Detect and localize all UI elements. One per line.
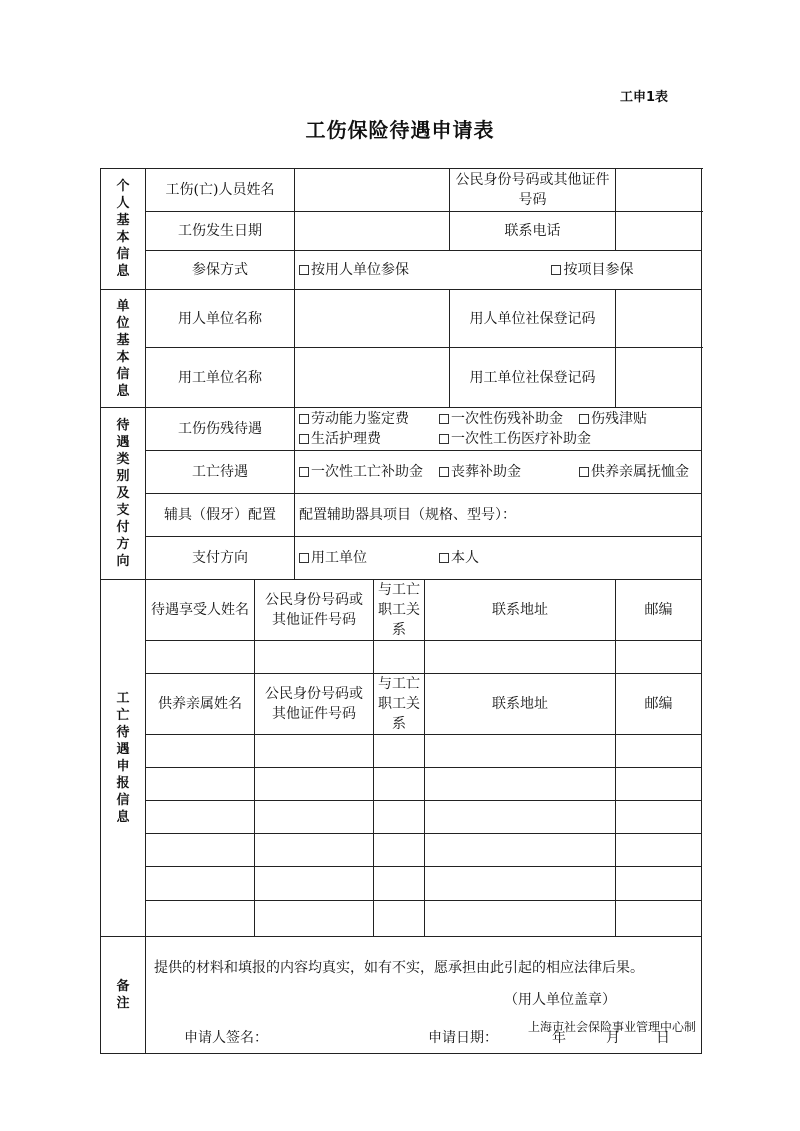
pay-to-user-unit-checkbox[interactable]: 用工单位 — [299, 548, 439, 568]
section-remark: 备注 — [101, 937, 146, 1054]
beneficiary-postcode-header: 邮编 — [616, 580, 702, 641]
dependent-postcode-header: 邮编 — [616, 674, 702, 735]
table-row — [101, 834, 702, 867]
table-row — [101, 867, 702, 901]
dependent-postcode-cell[interactable] — [616, 834, 702, 867]
beneficiary-relation-header: 与工亡职工关系 — [374, 580, 425, 641]
dependent-postcode-cell[interactable] — [616, 901, 702, 937]
dependent-address-header: 联系地址 — [425, 674, 616, 735]
seal-note: （用人单位盖章） — [504, 992, 616, 1008]
apply-date-label: 申请日期： — [428, 1030, 498, 1046]
checkbox-icon — [579, 467, 589, 477]
checkbox-icon — [551, 265, 561, 275]
checkbox-icon — [439, 414, 449, 424]
checkbox-icon — [299, 265, 309, 275]
payment-direction-label: 支付方向 — [146, 537, 295, 580]
dependent-id-cell[interactable] — [255, 801, 374, 834]
checkbox-icon — [579, 414, 589, 424]
dependent-id-cell[interactable] — [255, 867, 374, 901]
death-lumpsum-checkbox[interactable]: 一次性工亡补助金 — [299, 462, 439, 482]
dependent-name-cell[interactable] — [146, 801, 255, 834]
form-code: 工申1表 — [620, 90, 669, 105]
application-table — [100, 168, 702, 1054]
user-unit-reg-label: 用工单位社保登记码 — [450, 348, 616, 408]
dependent-address-cell[interactable] — [425, 834, 616, 867]
nursing-fee-checkbox[interactable]: 生活护理费 — [299, 429, 439, 449]
insure-method-label: 参保方式 — [146, 251, 295, 290]
appraisal-fee-checkbox[interactable]: 劳动能力鉴定费 — [299, 409, 439, 429]
user-unit-name-field[interactable] — [295, 348, 450, 408]
dependent-postcode-cell[interactable] — [616, 735, 702, 768]
injury-date-field[interactable] — [295, 212, 450, 251]
month-label: 月 — [606, 1030, 620, 1046]
insure-by-employer-checkbox[interactable]: 按用人单位参保 — [299, 260, 547, 280]
table-row — [101, 901, 702, 937]
dependent-id-cell[interactable] — [255, 901, 374, 937]
table-row — [101, 641, 702, 674]
dependent-address-cell[interactable] — [425, 867, 616, 901]
dependent-relation-header: 与工亡职工关系 — [374, 674, 425, 735]
dependent-name-cell[interactable] — [146, 867, 255, 901]
table-row — [101, 735, 702, 768]
dependent-postcode-cell[interactable] — [616, 801, 702, 834]
dependent-name-cell[interactable] — [146, 901, 255, 937]
dependent-postcode-cell[interactable] — [616, 867, 702, 901]
checkbox-icon — [439, 434, 449, 444]
insure-method-options — [295, 251, 702, 290]
section-death-info: 工亡待遇申报信息 — [101, 580, 146, 937]
dependent-name-header: 供养亲属姓名 — [146, 674, 255, 735]
checkbox-icon — [299, 414, 309, 424]
section-personal: 个人基本信息 — [101, 169, 146, 290]
dependent-id-cell[interactable] — [255, 834, 374, 867]
dependent-relation-cell[interactable] — [374, 801, 425, 834]
dependent-postcode-cell[interactable] — [616, 768, 702, 801]
dependent-relation-cell[interactable] — [374, 901, 425, 937]
funeral-subsidy-checkbox[interactable]: 丧葬补助金 — [439, 462, 579, 482]
dependent-address-cell[interactable] — [425, 768, 616, 801]
disability-lumpsum-checkbox[interactable]: 一次性伤残补助金 — [439, 409, 579, 429]
dependent-address-cell[interactable] — [425, 801, 616, 834]
checkbox-icon — [299, 434, 309, 444]
phone-label: 联系电话 — [450, 212, 616, 251]
applicant-signature-label: 申请人签名： — [184, 1030, 268, 1046]
beneficiary-id-header: 公民身份号码或其他证件号码 — [255, 580, 374, 641]
beneficiary-address-header: 联系地址 — [425, 580, 616, 641]
table-row — [101, 801, 702, 834]
dependent-name-cell[interactable] — [146, 768, 255, 801]
id-number-field[interactable] — [616, 169, 702, 212]
employer-reg-label: 用人单位社保登记码 — [450, 290, 616, 348]
checkbox-icon — [439, 553, 449, 563]
beneficiary-name-cell[interactable] — [146, 641, 255, 674]
dependent-address-cell[interactable] — [425, 735, 616, 768]
employer-name-label: 用人单位名称 — [146, 290, 295, 348]
dependent-name-cell[interactable] — [146, 834, 255, 867]
disability-allowance-checkbox[interactable]: 伤残津贴 — [579, 409, 659, 429]
pay-to-self-checkbox[interactable]: 本人 — [439, 548, 499, 568]
remark-cell — [146, 937, 702, 1054]
footer-organization: 上海市社会保险事业管理中心制 — [527, 1020, 696, 1034]
table-row — [101, 768, 702, 801]
device-config-field[interactable]: 配置辅助器具项目（规格、型号）： — [295, 494, 702, 537]
year-label: 年 — [552, 1030, 566, 1046]
user-unit-reg-field[interactable] — [616, 348, 702, 408]
id-number-label: 公民身份号码或其他证件号码 — [450, 169, 616, 212]
section-employer: 单位基本信息 — [101, 290, 146, 408]
day-label: 日 — [656, 1030, 670, 1046]
beneficiary-name-header: 待遇享受人姓名 — [146, 580, 255, 641]
dependent-relation-cell[interactable] — [374, 768, 425, 801]
beneficiary-address-cell[interactable] — [425, 641, 616, 674]
dependent-address-cell[interactable] — [425, 901, 616, 937]
medical-lumpsum-checkbox[interactable]: 一次性工伤医疗补助金 — [439, 429, 599, 449]
dependent-relation-cell[interactable] — [374, 834, 425, 867]
dependent-pension-checkbox[interactable]: 供养亲属抚恤金 — [579, 462, 679, 482]
payment-direction-options — [295, 537, 702, 580]
injured-name-field[interactable] — [295, 169, 450, 212]
beneficiary-postcode-cell[interactable] — [616, 641, 702, 674]
section-benefit: 待遇类别及支付方向 — [101, 408, 146, 580]
dependent-id-cell[interactable] — [255, 735, 374, 768]
injured-name-label: 工伤(亡)人员姓名 — [146, 169, 295, 212]
device-config-label: 辅具（假牙）配置 — [146, 494, 295, 537]
phone-field[interactable] — [616, 212, 702, 251]
checkbox-icon — [299, 467, 309, 477]
user-unit-name-label: 用工单位名称 — [146, 348, 295, 408]
disability-benefit-label: 工伤伤残待遇 — [146, 408, 295, 451]
death-benefit-options — [295, 451, 702, 494]
death-benefit-label: 工亡待遇 — [146, 451, 295, 494]
insure-by-project-checkbox[interactable]: 按项目参保 — [551, 260, 691, 280]
dependent-relation-cell[interactable] — [374, 735, 425, 768]
disability-benefit-options — [295, 408, 702, 451]
employer-reg-field[interactable] — [616, 290, 702, 348]
beneficiary-relation-cell[interactable] — [374, 641, 425, 674]
dependent-name-cell[interactable] — [146, 735, 255, 768]
dependent-relation-cell[interactable] — [374, 867, 425, 901]
form-title: 工伤保险待遇申请表 — [305, 118, 495, 142]
beneficiary-id-cell[interactable] — [255, 641, 374, 674]
injury-date-label: 工伤发生日期 — [146, 212, 295, 251]
dependent-id-cell[interactable] — [255, 768, 374, 801]
remark-statement: 提供的材料和填报的内容均真实，如有不实，愿承担由此引起的相应法律后果。 — [154, 960, 644, 976]
employer-name-field[interactable] — [295, 290, 450, 348]
checkbox-icon — [439, 467, 449, 477]
dependent-id-header: 公民身份号码或其他证件号码 — [255, 674, 374, 735]
checkbox-icon — [299, 553, 309, 563]
